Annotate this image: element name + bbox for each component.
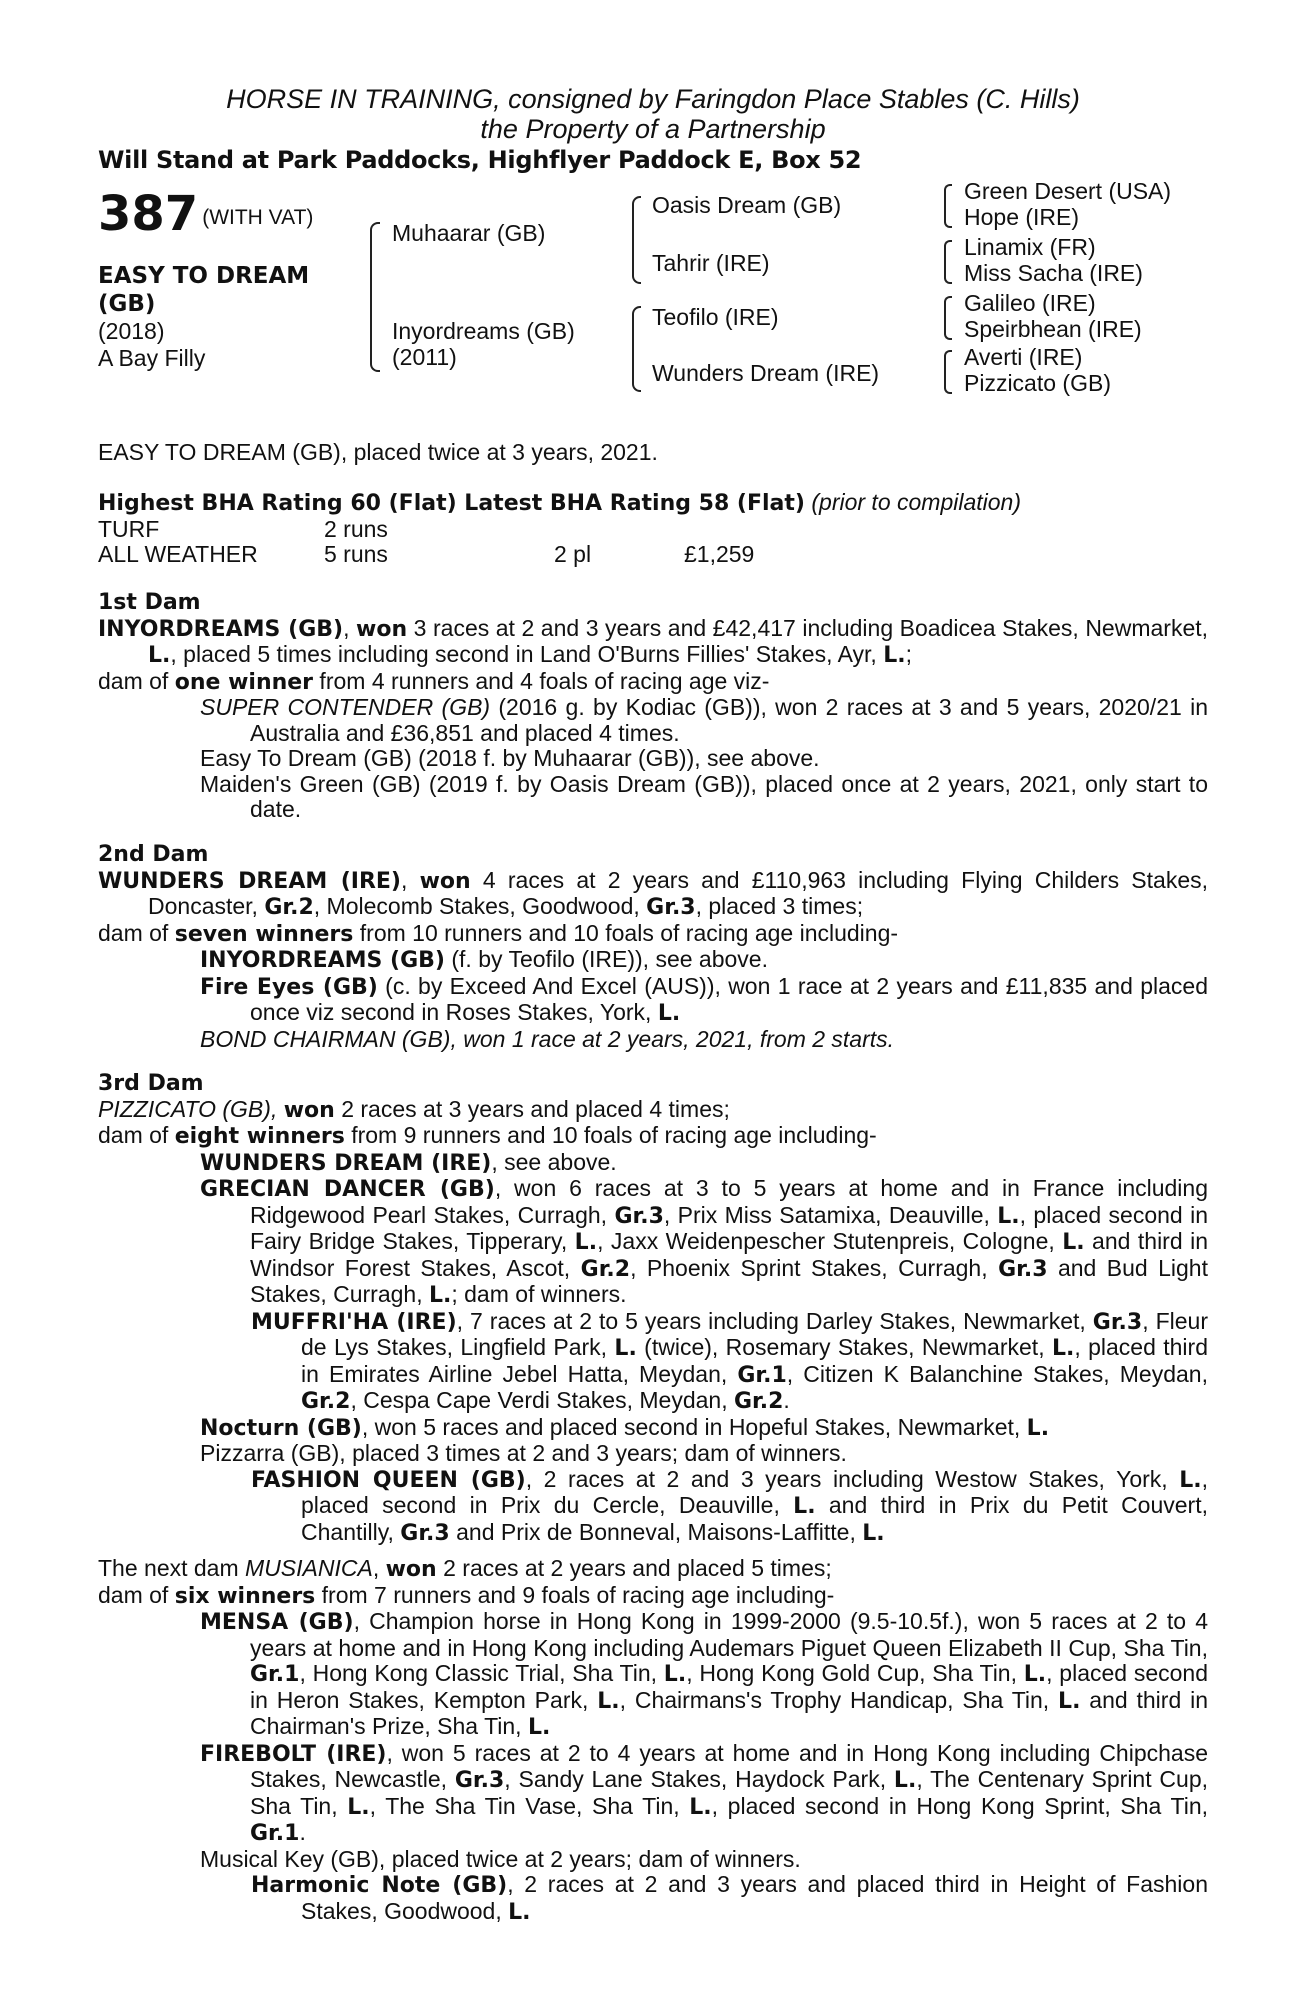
produce-name: Nocturn (GB) [200, 1415, 362, 1441]
text: The next dam [98, 1555, 246, 1581]
text: , Chairmans's Trophy Handicap, Sha Tin, [619, 1686, 1059, 1713]
text: , placed 3 times; [695, 893, 864, 919]
runs-row-all-weather [98, 542, 754, 567]
listed-label: L. [883, 643, 906, 668]
listed-label: L. [1062, 1230, 1085, 1255]
won-label: won [356, 616, 408, 642]
runs-table [98, 517, 754, 567]
text: , Hong Kong Classic Trial, Sha Tin, [299, 1660, 664, 1686]
dam-produce-line [98, 669, 1208, 696]
pedigree-g5: Galileo (IRE) [964, 290, 1096, 316]
text: , [372, 1555, 386, 1581]
listed-label: L. [793, 1494, 816, 1519]
pedigree-brace-g34 [944, 240, 952, 284]
text: , placed second in Heron Stakes, Kempton Park, [250, 1660, 1208, 1713]
produce-name: MENSA (GB) [200, 1610, 354, 1635]
text: , placed 5 times including second in Land O'Burns Fillies' Stakes, Ayr, [170, 641, 884, 667]
group-label: Gr.3 [614, 1203, 664, 1229]
pedigree-brace-dam [632, 306, 641, 392]
text: dam of [98, 1581, 175, 1608]
text: and third in Prix du Petit Couvert, Chantilly, [301, 1492, 1208, 1545]
produce-item: Pizzarra (GB), placed 3 times at 2 and 3 years; dam of winners. [200, 1440, 847, 1466]
pedigree-g3: Linamix (FR) [964, 234, 1096, 260]
runs-placed [554, 517, 684, 542]
pedigree-g8: Pizzicato (GB) [964, 370, 1111, 396]
text: and Prix de Bonneval, Maisons-Laffitte, [449, 1518, 863, 1545]
text: 3 races at 2 and 3 years and £42,417 including Boadicea Stakes, Newmarket, [407, 614, 1209, 641]
text: , Cespa Cape Verdi Stakes, Meydan, [350, 1387, 734, 1413]
pedigree-sire-dam: Tahrir (IRE) [652, 250, 770, 276]
pedigree-dam-name: Inyordreams (GB) [392, 318, 575, 344]
listed-label: L. [1179, 1467, 1202, 1493]
horse-name: EASY TO DREAM (GB) [98, 263, 310, 317]
second-dam-section [98, 842, 1208, 1052]
text: , Prix Miss Satamixa, Deauville, [663, 1201, 998, 1228]
text: , 2 races at 2 and 3 years and placed third in Height of Fashion Stakes, Goodwood, [301, 1871, 1208, 1924]
property-line: the Property of a Partnership [480, 114, 826, 144]
listed-label: L. [508, 1899, 531, 1925]
group-label: Gr.2 [264, 895, 314, 920]
runs-row-turf [98, 517, 754, 542]
text: from 10 runners and 10 foals of racing age including- [353, 919, 899, 946]
dam-name: MUSIANICA [245, 1555, 373, 1581]
group-label: Gr.3 [400, 1520, 450, 1546]
pedigree-dam-sire: Teofilo (IRE) [652, 304, 779, 330]
produce-name: FIREBOLT (IRE) [200, 1741, 387, 1767]
text: dam of [98, 667, 175, 694]
horse-description: A Bay Filly [98, 345, 206, 371]
group-label: Gr.3 [646, 895, 696, 920]
location-line: Will Stand at Park Paddocks, Highflyer Paddock E, Box 52 [98, 146, 862, 174]
listed-label: L. [574, 1230, 598, 1255]
text: . [299, 1819, 306, 1845]
pedigree-brace-main [370, 222, 380, 372]
listed-label: L. [148, 643, 171, 668]
pedigree-dam-year: (2011) [392, 344, 457, 370]
listed-label: L. [614, 1336, 637, 1361]
produce-name: MUFFRI'HA (IRE) [251, 1309, 457, 1335]
pedigree-brace-sire [632, 196, 641, 284]
winners-count: eight winners [174, 1124, 345, 1149]
listed-label: L. [689, 1794, 712, 1820]
text: , Molecomb Stakes, Goodwood, [313, 893, 647, 919]
text: , won 6 races at 3 to 5 years at home and in France including Ridgewood Pearl Stakes, Curragh, [250, 1175, 1208, 1228]
text: , The Sha Tin Vase, Sha Tin, [369, 1792, 690, 1819]
text: , Phoenix Sprint Stakes, Curragh, [630, 1254, 999, 1281]
dam-produce-line [98, 1123, 1208, 1150]
produce-item [98, 1150, 1208, 1177]
first-dam-section [98, 590, 1208, 823]
section-heading: 3rd Dam [98, 1071, 204, 1096]
text: (twice), Rosemary Stakes, Newmarket, [636, 1334, 1052, 1360]
produce-item: Easy To Dream (GB) (2018 f. by Muhaarar (GB)), see above. [200, 745, 820, 771]
produce-item: Maiden's Green (GB) (2019 f. by Oasis Dream (GB)), placed once at 2 years, 2021, only start to date. [200, 770, 1208, 822]
runs-prize: £1,259 [684, 540, 755, 567]
section-heading: 1st Dam [98, 590, 201, 615]
text: , placed second in Hong Kong Sprint, Sha Tin, [711, 1792, 1208, 1819]
listed-label: L. [527, 1715, 551, 1740]
text: 2 races at 2 years and placed 5 times; [436, 1555, 832, 1581]
text: 2 races at 3 years and placed 4 times; [334, 1095, 730, 1122]
text: , Fleur de Lys Stakes, Lingfield Park, [301, 1307, 1208, 1360]
text: from 7 runners and 9 foals of racing age including- [315, 1581, 835, 1608]
produce-item [98, 1309, 1208, 1415]
runs-prize [684, 517, 754, 542]
produce-item [98, 1741, 1208, 1847]
listed-label: L. [347, 1794, 370, 1820]
runs-placed: 2 pl [554, 540, 592, 567]
text: (c. by Exceed And Excel (AUS)), won 1 race at 2 years and £11,835 and placed once viz second in Roses Stakes, York, [250, 972, 1208, 1025]
lot-number-value: 387 [98, 186, 199, 242]
text: , The Centenary Sprint Cup, Sha Tin, [250, 1766, 1209, 1819]
vat-label: (WITH VAT) [202, 206, 314, 229]
text: , won 5 races at 2 to 4 years at home and in Hong Kong including Chipchase Stakes, Newcastle, [250, 1739, 1208, 1792]
produce-item [98, 1872, 1208, 1925]
winners-count: one winner [174, 669, 314, 695]
group-label: Gr.1 [250, 1662, 300, 1687]
produce-name: FASHION QUEEN (GB) [251, 1467, 526, 1493]
dam-record [98, 1556, 1208, 1583]
text: , placed second in Prix du Cercle, Deauville, [301, 1465, 1208, 1518]
listed-label: L. [1058, 1688, 1081, 1714]
rating-text: Highest BHA Rating 60 (Flat) Latest BHA Rating 58 (Flat) [98, 491, 805, 516]
dam-name: PIZZICATO (GB) [98, 1095, 271, 1122]
group-label: Gr.2 [580, 1256, 631, 1282]
pedigree-g6: Speirbhean (IRE) [964, 316, 1142, 342]
produce-item [98, 695, 1208, 746]
text: , 7 races at 2 to 5 years including Darley Stakes, Newmarket, [456, 1307, 1093, 1334]
rating-section [98, 490, 1208, 567]
runs-count: 2 runs [324, 515, 388, 542]
text: ; [905, 641, 912, 667]
text: ; dam of winners. [451, 1281, 627, 1307]
listed-label: L. [597, 1688, 620, 1714]
listed-label: L. [1026, 1415, 1050, 1441]
produce-item [98, 947, 1208, 974]
lot-number [98, 186, 313, 242]
dam-produce-line [98, 1583, 1208, 1610]
horse-year: (2018) [98, 318, 165, 344]
produce-name: Harmonic Note (GB) [251, 1873, 508, 1898]
text: , placed third in Emirates Airline Jebel Hatta, Meydan, [301, 1334, 1208, 1387]
listed-label: L. [428, 1283, 452, 1308]
produce-item: BOND CHAIRMAN (GB), won 1 race at 2 years, 2021, from 2 starts. [200, 1025, 895, 1052]
consignor-line: HORSE IN TRAINING, consigned by Faringdon Place Stables (C. Hills) [226, 84, 1080, 114]
produce-name: GRECIAN DANCER (GB) [200, 1177, 495, 1202]
dam-name: INYORDREAMS (GB) [98, 616, 344, 642]
produce-name: INYORDREAMS (GB) [200, 948, 445, 973]
listed-label: L. [893, 1768, 917, 1793]
third-dam-section [98, 1071, 1208, 1546]
pedigree-g7: Averti (IRE) [964, 344, 1083, 370]
produce-item: Musical Key (GB), placed twice at 2 years; dam of winners. [200, 1845, 801, 1872]
produce-item [98, 1467, 1208, 1547]
pedigree-brace-g78 [944, 350, 952, 394]
text: dam of [98, 919, 175, 946]
group-label: Gr.1 [250, 1821, 300, 1846]
group-label: Gr.3 [1092, 1309, 1143, 1335]
horse-meta [98, 318, 205, 372]
pedigree-dam [392, 318, 575, 370]
text: (f. by Teofilo (IRE)), see above. [444, 946, 768, 972]
text: from 9 runners and 10 foals of racing age including- [344, 1122, 877, 1148]
text: dam of [98, 1122, 175, 1148]
won-label: won [283, 1097, 335, 1123]
group-label: Gr.2 [301, 1389, 351, 1414]
text: , Citizen K Balanchine Stakes, Meydan, [786, 1360, 1208, 1387]
produce-item [98, 1176, 1208, 1309]
listed-label: L. [862, 1520, 885, 1546]
runs-count: 5 runs [324, 540, 388, 567]
pedigree-g4: Miss Sacha (IRE) [964, 260, 1143, 286]
won-label: won [419, 868, 471, 894]
text: (2016 g. by Kodiac (GB)), won 2 races at 3 and 5 years, 2020/21 in Australia and £36,851 and placed 4 times. [250, 694, 1208, 746]
pedigree-g2: Hope (IRE) [964, 204, 1080, 230]
text: , see above. [491, 1148, 617, 1175]
text: , Jaxx Weidenpescher Stutenpreis, Cologne, [597, 1228, 1063, 1254]
dam-produce-line [98, 921, 1208, 948]
produce-name: SUPER CONTENDER (GB) [200, 694, 491, 720]
pedigree-sire-sire: Oasis Dream (GB) [652, 192, 842, 218]
group-label: Gr.3 [454, 1768, 505, 1793]
group-label: Gr.1 [737, 1362, 787, 1388]
listed-label: L. [997, 1203, 1020, 1229]
dam-record: WUNDERS DREAM (IRE), won 4 races at 2 years and £110,963 including Flying Childers Stakes, Doncaster, Gr.2, Molecomb Stakes, Goodwood, Gr.3, placed 3 times; [98, 866, 1208, 920]
text: 4 races at 2 years and £110,963 including Flying Childers Stakes, Doncaster, [148, 866, 1208, 919]
next-dam-section [98, 1556, 1208, 1925]
produce-name: WUNDERS DREAM (IRE) [200, 1150, 492, 1176]
text: and third in Chairman's Prize, Sha Tin, [250, 1686, 1208, 1739]
pedigree-brace-g56 [944, 296, 952, 340]
runs-surface: ALL WEATHER [98, 540, 258, 567]
text: , 2 races at 2 and 3 years including Westow Stakes, York, [525, 1465, 1180, 1492]
won-label: won [385, 1557, 437, 1582]
produce-item [98, 1609, 1208, 1741]
pedigree-brace-g12 [944, 184, 952, 228]
runs-surface: TURF [98, 515, 160, 542]
text: , placed second in Fairy Bridge Stakes, Tipperary, [250, 1201, 1208, 1254]
listed-label: L. [663, 1662, 687, 1687]
winners-count: seven winners [174, 921, 354, 947]
text: , Sandy Lane Stakes, Haydock Park, [504, 1766, 894, 1792]
dam-record: PIZZICATO (GB), won 2 races at 3 years and placed 4 times; [98, 1095, 730, 1123]
winners-count: six winners [174, 1583, 316, 1609]
rating-note: (prior to compilation) [811, 489, 1022, 515]
group-label: Gr.3 [998, 1256, 1048, 1282]
text: , won 5 races and placed second in Hopeful Stakes, Newmarket, [361, 1413, 1027, 1440]
produce-name: Fire Eyes (GB) [200, 974, 378, 1000]
text: from 4 runners and 4 foals of racing age viz- [313, 667, 770, 694]
group-label: Gr.2 [733, 1389, 784, 1414]
text: , Hong Kong Gold Cup, Sha Tin, [686, 1660, 1024, 1686]
text: and third in Windsor Forest Stakes, Ascot, [250, 1228, 1208, 1281]
listed-label: L. [1051, 1336, 1075, 1361]
dam-record: INYORDREAMS (GB), won 3 races at 2 and 3 years and £42,417 including Boadicea Stakes, Newmarket, L., placed 5 times including second in Land O'Burns Fillies' Stakes, Ayr, L.; [98, 614, 1209, 668]
section-heading: 2nd Dam [98, 842, 209, 867]
pedigree-g1: Green Desert (USA) [964, 178, 1172, 204]
text: , Champion horse in Hong Kong in 1999-2000 (9.5-10.5f.), won 5 races at 2 to 4 years at home and in Hong Kong including Audemars Piguet Queen Elizabeth II Cup, Sha Tin, [250, 1608, 1208, 1661]
produce-item [98, 1415, 1208, 1442]
pedigree-sire: Muhaarar (GB) [392, 220, 546, 246]
summary: EASY TO DREAM (GB), placed twice at 3 years, 2021. [98, 439, 658, 465]
listed-label: L. [657, 1001, 681, 1026]
listed-label: L. [1023, 1662, 1047, 1687]
text: . [783, 1387, 790, 1413]
text: and Bud Light Stakes, Curragh, [250, 1254, 1208, 1307]
produce-item [98, 974, 1208, 1027]
pedigree-dam-dam: Wunders Dream (IRE) [652, 360, 880, 386]
dam-name: WUNDERS DREAM (IRE) [98, 868, 401, 894]
